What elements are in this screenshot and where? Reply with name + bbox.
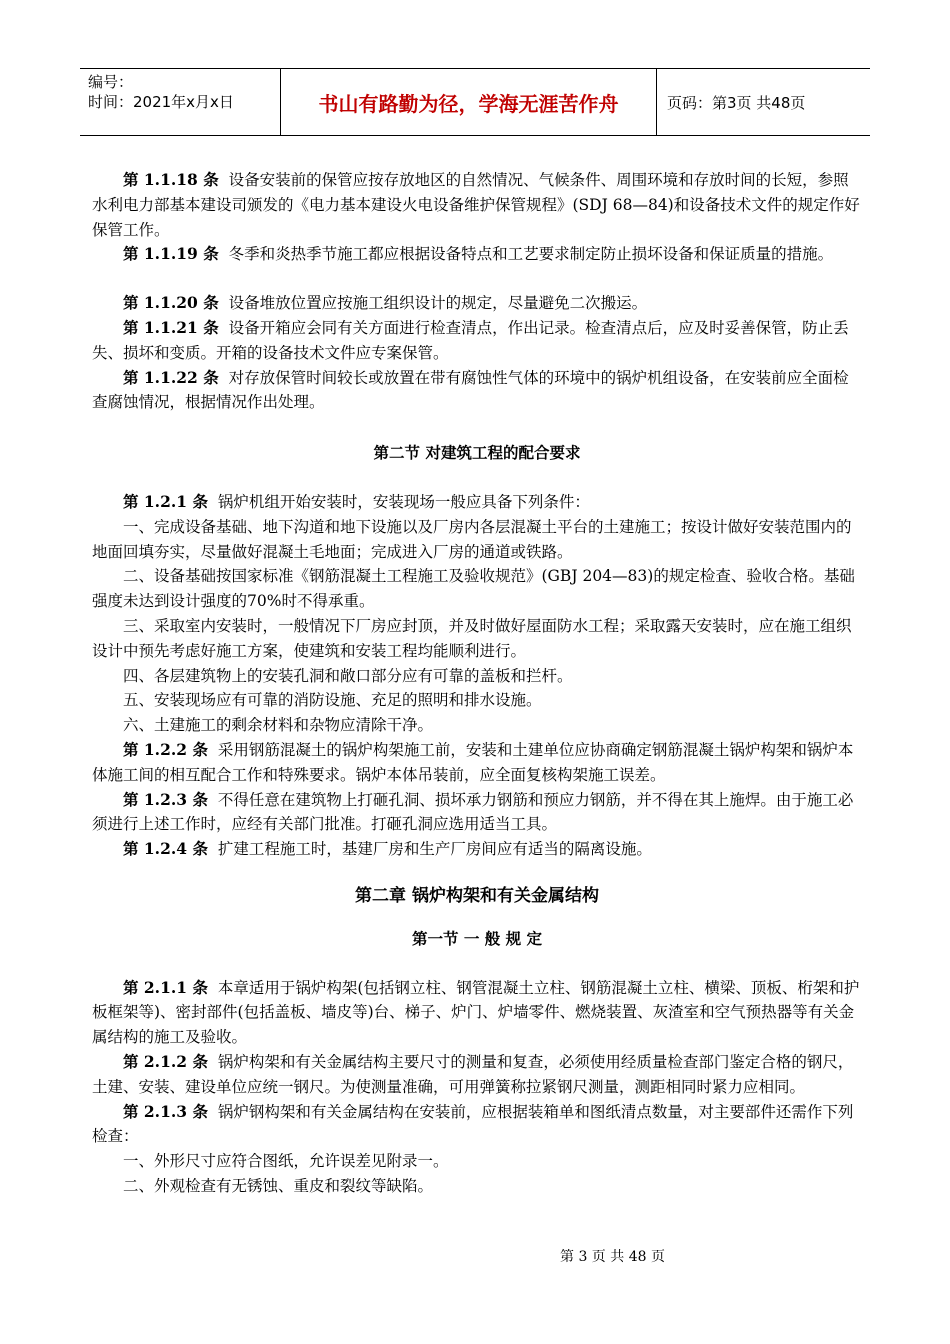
clause-number: 第 1.1.22 条 <box>123 367 219 387</box>
list-item: 一、外形尺寸应符合图纸，允许误差见附录一。 <box>123 1152 449 1171</box>
chapter-title: 第二章 锅炉构架和有关金属结构 <box>355 885 599 906</box>
document-body <box>92 168 862 1199</box>
clause-text: 设备堆放位置应按施工组织设计的规定，尽量避免二次搬运。 <box>228 294 648 313</box>
clause-paragraph <box>92 976 862 1050</box>
list-item: 六、土建施工的剩余材料和杂物应清除干净。 <box>123 716 434 735</box>
clause-text: 扩建工程施工时，基建厂房和生产厂房间应有适当的隔离设施。 <box>217 840 652 859</box>
time-label: 时间：2021年x月x日 <box>88 93 234 111</box>
clause-paragraph <box>92 291 862 316</box>
list-item: 三、采取室内安装时，一般情况下厂房应封顶，并及时做好屋面防水工程；采取露天安装时，应在施工组织设计中预先考虑好施工方案，使建筑和安装工程均能顺利进行。 <box>92 616 852 660</box>
clause-number: 第 1.1.18 条 <box>123 170 219 189</box>
list-item: 五、安装现场应有可靠的消防设施、充足的照明和排水设施。 <box>123 691 542 710</box>
list-item: 四、各层建筑物上的安装孔洞和敞口部分应有可靠的盖板和拦杆。 <box>123 666 573 685</box>
clause-text: 设备开箱应会同有关方面进行检查清点，作出记录。检查清点后，应及时妥善保管，防止丢失、损坏和变质。开箱的设备技术文件应专案保管。 <box>92 318 849 362</box>
clause-number: 第 1.1.20 条 <box>123 293 219 313</box>
list-item: 二、设备基础按国家标准《钢筋混凝土工程施工及验收规范》(GBJ 204—83)的规定检查、验收合格。基础强度未达到设计强度的70%时不得承重。 <box>92 567 855 611</box>
clause-text: 不得任意在建筑物上打砸孔洞、损坏承力钢筋和预应力钢筋，并不得在其上施焊。由于施工必须进行上述工作时，应经有关部门批准。打砸孔洞应选用适当工具。 <box>92 790 854 834</box>
clause-number: 第 1.1.19 条 <box>123 244 219 264</box>
list-item: 一、完成设备基础、地下沟道和地下设施以及厂房内各层混凝土平台的土建施工；按设计做好安装范围内的地面回填夯实，尽量做好混凝土毛地面；完成进入厂房的通道或铁路。 <box>92 517 852 561</box>
clause-paragraph <box>92 168 862 242</box>
list-item: 二、外观检查有无锈蚀、重皮和裂纹等缺陷。 <box>123 1176 434 1195</box>
clause-number: 第 1.2.2 条 <box>123 739 208 759</box>
clause-paragraph <box>92 1100 862 1150</box>
clause-paragraph <box>92 738 862 788</box>
spacer <box>92 909 862 927</box>
clause-text: 锅炉构架和有关金属结构主要尺寸的测量和复查，必须使用经质量检查部门鉴定合格的钢尺，土建、安装、建设单位应统一钢尺。为使测量准确，可用弹簧称拉紧钢尺测量，测距相同时紧力应相同。 <box>92 1052 854 1096</box>
clause-text: 本章适用于锅炉构架(包括钢立柱、钢管混凝土立柱、钢筋混凝土立柱、横梁、顶板、桁架和护板框架等)、密封部件(包括盖板、墙皮等)台、梯子、炉门、炉墙零件、燃烧装置、灰渣室和空气预热器等有关金属结构的施工及验收。 <box>92 978 860 1047</box>
spacer <box>92 862 862 884</box>
number-label: 编号： <box>88 73 134 91</box>
clause-number: 第 2.1.3 条 <box>123 1101 208 1121</box>
page-footer: 第 3 页 共 48 页 <box>560 1249 665 1265</box>
clause-paragraph <box>92 1050 862 1100</box>
section-title: 第一节 一 般 规 定 <box>411 928 543 948</box>
clause-number: 第 1.1.21 条 <box>123 317 219 337</box>
clause-text: 锅炉钢构架和有关金属结构在安装前，应根据装箱单和图纸清点数量，对主要部件还需作下列检查： <box>92 1102 854 1146</box>
clause-text: 冬季和炎热季节施工都应根据设备特点和工艺要求制定防止损坏设备和保证质量的措施。 <box>228 245 834 264</box>
clause-number: 第 2.1.2 条 <box>123 1051 208 1071</box>
clause-paragraph <box>92 366 862 416</box>
clause-text: 采用钢筋混凝土的锅炉构架施工前，安装和土建单位应协商确定钢筋混凝土锅炉构架和锅炉本体施工间的相互配合工作和特殊要求。锅炉本体吊装前，应全面复核构架施工误差。 <box>92 740 854 784</box>
header-left <box>80 69 280 135</box>
clause-number: 第 1.2.1 条 <box>123 491 208 511</box>
spacer <box>92 466 862 490</box>
spacer <box>92 267 862 291</box>
spacer <box>92 415 862 441</box>
page-header <box>80 68 870 136</box>
clause-paragraph <box>92 788 862 838</box>
clause-paragraph <box>92 242 862 267</box>
clause-paragraph <box>92 490 862 515</box>
clause-number: 第 1.2.3 条 <box>123 789 208 809</box>
header-page-info: 页码：第3页 共48页 <box>667 93 806 112</box>
spacer <box>92 952 862 976</box>
clause-text: 设备安装前的保管应按存放地区的自然情况、气候条件、周围环境和存放时间的长短，参照水利电力部基本建设司颁发的《电力基本建设火电设备维护保管规程》(SDJ 68—84)和设备技术文件的规定作好保管工作。 <box>92 171 860 239</box>
clause-paragraph <box>92 837 862 862</box>
header-motto: 书山有路勤为径，学海无涯苦作舟 <box>280 69 657 135</box>
clause-text: 锅炉机组开始安装时，安装现场一般应具备下列条件： <box>217 492 590 511</box>
clause-number: 第 1.2.4 条 <box>123 839 208 859</box>
clause-number: 第 2.1.1 条 <box>123 977 208 997</box>
clause-text: 对存放保管时间较长或放置在带有腐蚀性气体的环境中的锅炉机组设备，在安装前应全面检查腐蚀情况，根据情况作出处理。 <box>92 368 849 412</box>
section-title: 第二节 对建筑工程的配合要求 <box>373 443 581 463</box>
clause-paragraph <box>92 316 862 366</box>
